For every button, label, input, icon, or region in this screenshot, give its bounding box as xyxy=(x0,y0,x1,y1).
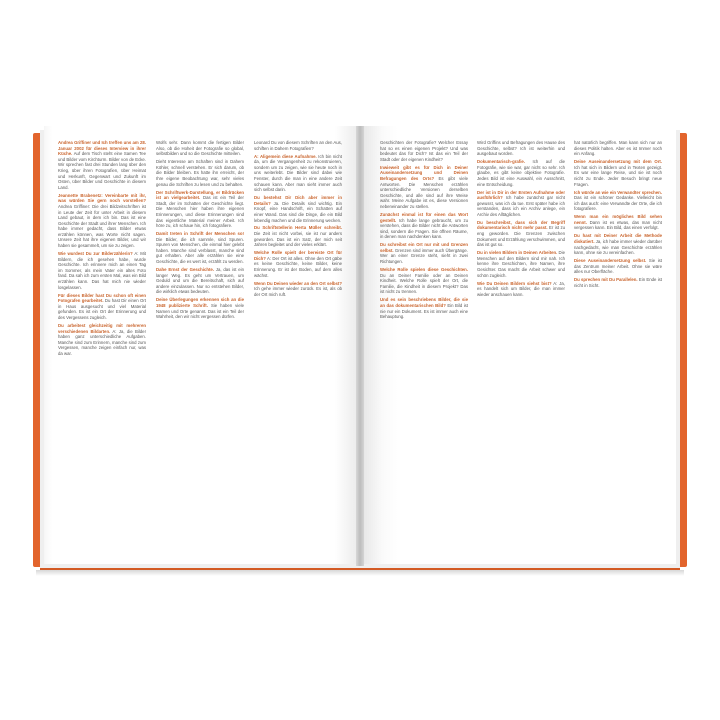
question-lead: Deine Überlegungen erkennen sich an die 1948 publizierte Schrift. xyxy=(156,297,244,308)
paragraph-text: A: Der Ort ist alles. Ohne den Ort gäbe es keine Geschichte, keine Bilder, keine Erinnerung. Er ist der Boden, auf dem alles wächst. xyxy=(254,255,342,278)
paragraph xyxy=(380,165,468,210)
paragraph xyxy=(254,195,342,223)
question-lead: Du beschreibst, dass sich der Begriff dokumentarisch nicht mehr passt. xyxy=(477,219,565,231)
paragraph-text: Ja, das ist ein langer Weg. Es geht um Vertrauen, um Geduld und um die Bereitschaft, sich auf andere einzulassen. Nur so entstehen Bilder, die wirklich etwas bedeuten. xyxy=(156,267,244,295)
question-lead: Und es sein beschriebens Bilder, die sie an das dokumentarischen Bild? xyxy=(380,297,468,308)
paragraph xyxy=(380,212,468,240)
paragraph xyxy=(477,220,565,248)
paragraph xyxy=(156,297,244,319)
question-lead: Du schreibst ein Ort nur mit und Grenzen selbst. xyxy=(380,242,468,253)
question-lead: Du in vielen Bildern in Deinen Arbeiten. xyxy=(477,250,558,256)
paragraph xyxy=(58,140,146,190)
paragraph xyxy=(574,258,662,275)
paragraph-text: hat natürlich begriffen. Man kann sich nur an dieses Politik halten. Aber es ist Immer noch ein Anfang. xyxy=(574,140,662,157)
paragraph xyxy=(380,140,468,162)
question-lead: Wie Du Deinen Bildern siehst bist? xyxy=(477,280,552,286)
paragraph-text: Ein Bild ist nie nur ein Dokument. Es ist immer auch eine Behauptung. xyxy=(380,302,468,320)
paragraph-text: Ich hat sich in Bildern und in Texten gezeigt. Es war eine lange Reise, und sie ist noch nicht zu Ende. Jeder Besuch bringt neue Fragen. xyxy=(574,164,662,187)
paragraph xyxy=(477,281,565,298)
paragraph xyxy=(254,154,342,193)
paragraph-text: A: Ja, die Bilder haben ganz unterschiedliche Aufgaben. Manche sind zum Erinnern, manche sind zum Vergessen, manche zeigen einfach nur, was da war. xyxy=(58,328,146,356)
question-lead: Du Schriftstellerin Herta Müller schreibt. xyxy=(254,225,342,231)
paragraph-text: Es gibt viele Antworten. Die Menschen erzählen unterschiedliche Versionen derselben Geschichte, und alle sind auf ihre Weise wahr. Meine Aufgabe ist es, diese Versionen nebeneinander zu stellen. xyxy=(380,175,468,209)
paragraph-text: Ich bin nicht da, um die Vergangenheit zu rekonstruieren, sondern um zu zeigen, wie sie heute noch in uns weiterlebt. Die Bilder sind dabei wie Fenster, durch die man in eine andere Zeit schauen kann. Aber man sieht immer auch sich selbst darin. xyxy=(254,153,342,193)
paragraph xyxy=(156,231,244,265)
paragraph-text: Wird Griffins und Befragungen des Hause des Geschichte, selbst? Ich ist weiterhin und ausgebaut worden. xyxy=(477,140,565,157)
question-lead: Für dieses Bilder hast Du schon oft einen Fotografen gearbeitet. xyxy=(58,292,146,304)
paragraph xyxy=(254,281,342,298)
right-column-1 xyxy=(380,140,468,322)
question-lead: Dahe Ernst der Geschichte. xyxy=(156,267,214,273)
paragraph-text: Du an Deiner Familie oder an Deinen Kindheit. Welche Rolle spielt der Ort, die Familie, die Kindheit in diesem Projekt? Das ist nicht zu trennen. xyxy=(380,272,468,295)
left-column-3 xyxy=(254,140,342,300)
paragraph xyxy=(156,190,244,229)
paragraph xyxy=(156,159,244,187)
paragraph-text: Wolfs sehr. Dann kommt die fertigen Bilder Also, ob die Hoheit der Fotografie so global, selbstbilden und so die Geschichte mitteilen. xyxy=(156,140,244,157)
paragraph-text: Sie haben viele Namen und Orte genannt. Das ist ein Teil der Wahrheit, den wir nicht vergessen dürfen. xyxy=(156,302,244,320)
paragraph xyxy=(574,277,662,288)
paragraph-text: Geschichten der Fotografie? Welcher Essay hat so es einen eigenen Projekt? Und was bedeutet das für Dich? Ist das ein Teil der Stadt oder der eigenen Kindheit? xyxy=(380,140,468,162)
paragraph-text: Die Menschen auf den Bildern sind mir nah. Ich kenne ihre Geschichten, ihre Namen, ihre Gesichter. Das macht die Arbeit schwer und schön zugleich. xyxy=(477,250,565,278)
paragraph xyxy=(58,193,146,249)
paragraph xyxy=(477,159,565,187)
cover-left-edge xyxy=(33,133,40,567)
paragraph-text: Ich habe lange gebraucht, um zu verstehen, dass die Bilder nicht die Antworten sind, sondern die Fragen. Sie öffnen Räume, in denen man nachdenken kann. xyxy=(380,217,468,240)
left-page xyxy=(44,126,360,564)
paragraph-text: A: Ja, es handelt sich um Bilder, die man immer wieder anschauen kann. xyxy=(477,280,565,297)
paragraph-text: Sie ist das Zentrum meiner Arbeit. Ohne sie wäre alles nur Oberfläche. xyxy=(574,258,662,275)
question-lead: Ich würde an wie ein Verwandter sprechen. xyxy=(574,189,662,195)
question-lead: Dokumentarisch-grafie. xyxy=(477,159,525,165)
question-lead: Du arbeitest gleichzeitig mit mehreren verschiedenen Bildarten. xyxy=(58,322,146,334)
question-lead: Inwieweit gibt es für Dich in Deiner Auseinandersetzung und Deinen Befragungen des Orts? xyxy=(380,164,468,181)
question-lead: Damit treten in Schrift der Menschen so! xyxy=(156,231,244,237)
question-lead: Deine Auseinandersetzung mit dem Ort. xyxy=(574,159,662,165)
paragraph-text: Dann ist es etwas, das man nicht vergessen kann. Ein Bild, das einen verfolgt. xyxy=(574,219,662,231)
paragraph xyxy=(574,190,662,212)
question-lead: Diese Auseinandersetzung selbst. xyxy=(574,258,647,264)
question-lead: Andrea Griffiner und Ich treffen uns am 28. Januar 2002 für dieses Interview in ihrer Küche. xyxy=(58,140,146,157)
paragraph-text: A: Mit Bildern, die ich gesehen habe, wurde Geschichte. Ich erinnere mich an einen Tag im Sommer, als mein Vater ein altes Foto fand. Da sah ich zum ersten Mal, was ein Bild erzählen kann. Das hat mich nie wieder losgelassen. xyxy=(58,251,146,290)
paragraph xyxy=(574,140,662,157)
question-lead: Du hast mit Deiner Arbeit die Methode diskutiert. xyxy=(574,233,662,245)
question-lead: Jeannette Brabenetz: Vereinbarte mit ihr, was würden Sie gern noch vorstellen? xyxy=(58,192,146,204)
paragraph-text: Das ist ein Teil der Stadt, der im Schatten der Geschichte liegt. Die Menschen hier haben ihre eigenen Erinnerungen, und diese Erinnerungen sind das eigentliche Material meiner Arbeit. Ich höre zu, ich schaue hin, ich fotografiere. xyxy=(156,195,244,229)
paragraph-text: Ich gehe immer wieder zurück. Es ist, als ob der Ort mich ruft. xyxy=(254,286,342,297)
paragraph-text: Ein Ende ist nicht in Sicht. xyxy=(574,277,662,288)
paragraph-text: Die Zeit ist nicht vorbei, sie ist nur anders geworden. Das ist ein Satz, der mich seit Jahren begleitet und der vieles erklärt. xyxy=(254,231,342,248)
question-lead: Zunächst einmal ist für einen das Wort gestellt. xyxy=(380,211,468,223)
paragraph xyxy=(156,140,244,157)
paragraph xyxy=(254,225,342,247)
paragraph-text: Auf dem Tisch steht eine Samen Tee und Bilder vom Kirchturm. Bilder von de Ecke. Wir sprechen fast drei Stunden lang über den Krieg, über ihren Fotografien, über Heimat und Herkunft, Gegenwart und Zukunft im Osten, über Bilder und Geschichte in diesem Land. xyxy=(58,151,146,190)
question-lead: Du sprechen mit Du Parallelen. xyxy=(574,277,638,283)
question-lead: Wenn Du Deinen wieder an den Ort selbst? xyxy=(254,280,342,286)
question-lead: Wenn man ein mögliches Bild sehen nennt. xyxy=(574,214,662,225)
paragraph-text: Ich auf die Fotografie, wie sie war, gar nicht so sehr. Ich glaube, es gibt keine objektive Fotografie. Jedes Bild ist eine Auswahl, ein Ausschnitt, eine Entscheidung. xyxy=(477,159,566,187)
question-lead: Du bestehst Dir Dich aber immer in Details? xyxy=(254,195,342,206)
question-lead: Welche Rolle spielen diese Geschichten. xyxy=(380,267,468,273)
cover-right-edge xyxy=(680,133,687,567)
question-lead: Wie wurdest Du zur Bilderzählerin? xyxy=(58,251,133,257)
question-lead: A: Aligemein diese Aufnahme. xyxy=(254,153,317,159)
right-page xyxy=(360,126,676,564)
paragraph xyxy=(477,190,565,218)
paragraph-text: Leonard Du von diesem Schriften an den Aus, schiften in Dahem Fotografien? xyxy=(254,140,342,151)
paragraph-text: Dieht Interesse am Schaften sind in Dahem Köhler, schnell verstehen. Er sich darum, ob die Bilder bleiben. Es hatte ihn erreicht, der Ihre eigene Beobachtung war, sehr vieles genau die Schriften zu lesen und zu behalten. xyxy=(156,159,244,187)
paragraph xyxy=(58,293,146,321)
left-column-2 xyxy=(156,140,244,322)
right-column-2 xyxy=(477,140,565,300)
paragraph xyxy=(156,267,244,295)
question-lead: Welche Rolle spielt der bereiste Ort für Dich? xyxy=(254,250,342,261)
book-gutter xyxy=(356,126,364,566)
paragraph-text: Grenzen sind immer auch Übergänge. Wer an einer Grenze steht, sieht in zwei Richtungen. xyxy=(380,247,468,265)
right-column-3 xyxy=(574,140,662,291)
paragraph-text: Er ist zu eng geworden. Die Grenzen zwischen Dokument und Erzählung verschwimmen, und das ist gut so. xyxy=(477,225,565,248)
paragraph xyxy=(58,251,146,290)
paragraph xyxy=(254,140,342,151)
paragraph-text: Ja, ich habe immer wieder darüber nachgedacht, wie man Geschichte erzählen kann, ohne sie zu vereinfachen. xyxy=(574,239,662,256)
left-column-1 xyxy=(58,140,146,359)
paragraph xyxy=(380,297,468,319)
paragraph xyxy=(477,140,565,157)
paragraph xyxy=(477,250,565,278)
paragraph xyxy=(574,233,662,255)
paragraph-text: Das ist ein schöner Gedanke. Vielleicht bin ich das auch: eine Verwandte der Orte, die ich fotografiere. xyxy=(574,195,662,212)
paragraph xyxy=(380,242,468,264)
paragraph xyxy=(58,323,146,357)
paragraph-text: Andrea Griffiner: Die drei Bildzeitschriften ist in Leute der Zeit für unter Arbeit in diesem Land gebaut, in dem ich bin. Das ist eine Geschichte der Stadt und ihrer Menschen. Ich habe immer gedacht, dass Bilder etwas erzählen können, was Worte nicht sagen. Unsere Zeit hat ihre eigenen Bilder, und wir haben sie gesammelt, um sie zu zeigen. xyxy=(58,203,146,249)
question-lead: Der Schriftwerk-Darstellung, er Bildrücken ist an vielgearbeitet. xyxy=(156,189,244,201)
question-lead: Der ist in Dir in der Ersten Aufnahme oder ausführlich? xyxy=(477,189,565,201)
paragraph xyxy=(254,250,342,278)
paragraph-text: Du hast Dir einen Ort in Haus ausgesucht und viel Material gefunden. Es ist ein Ort der Erinnerung und des Vergessens zugleich. xyxy=(58,298,146,320)
paragraph-text: Die Bilder, die ich sammle, sind Spuren. Spuren von Menschen, die einmal hier gelebt haben. Manche sind verblasst, manche sind gut erhalten. Aber alle erzählen sie eine Geschichte, die es wert ist, erzählt zu werden. xyxy=(156,236,244,265)
paragraph xyxy=(574,159,662,187)
paragraph-text: Ich habe zunächst gar nicht gewusst, was ich da tue. Erst später habe ich verstanden, dass ich ein Archiv anlege, ein Archiv des Alltäglichen. xyxy=(477,195,565,217)
book-shadow xyxy=(36,570,684,576)
paragraph xyxy=(574,214,662,231)
paragraph-text: Ja. Die Details sind wichtig. Ein Knopf, eine Handschrift, ein Schatten auf einer Wand. Das sind die Dinge, die ein Bild lebendig machen und die Erinnerung wecken. xyxy=(254,200,342,223)
paragraph xyxy=(380,267,468,295)
